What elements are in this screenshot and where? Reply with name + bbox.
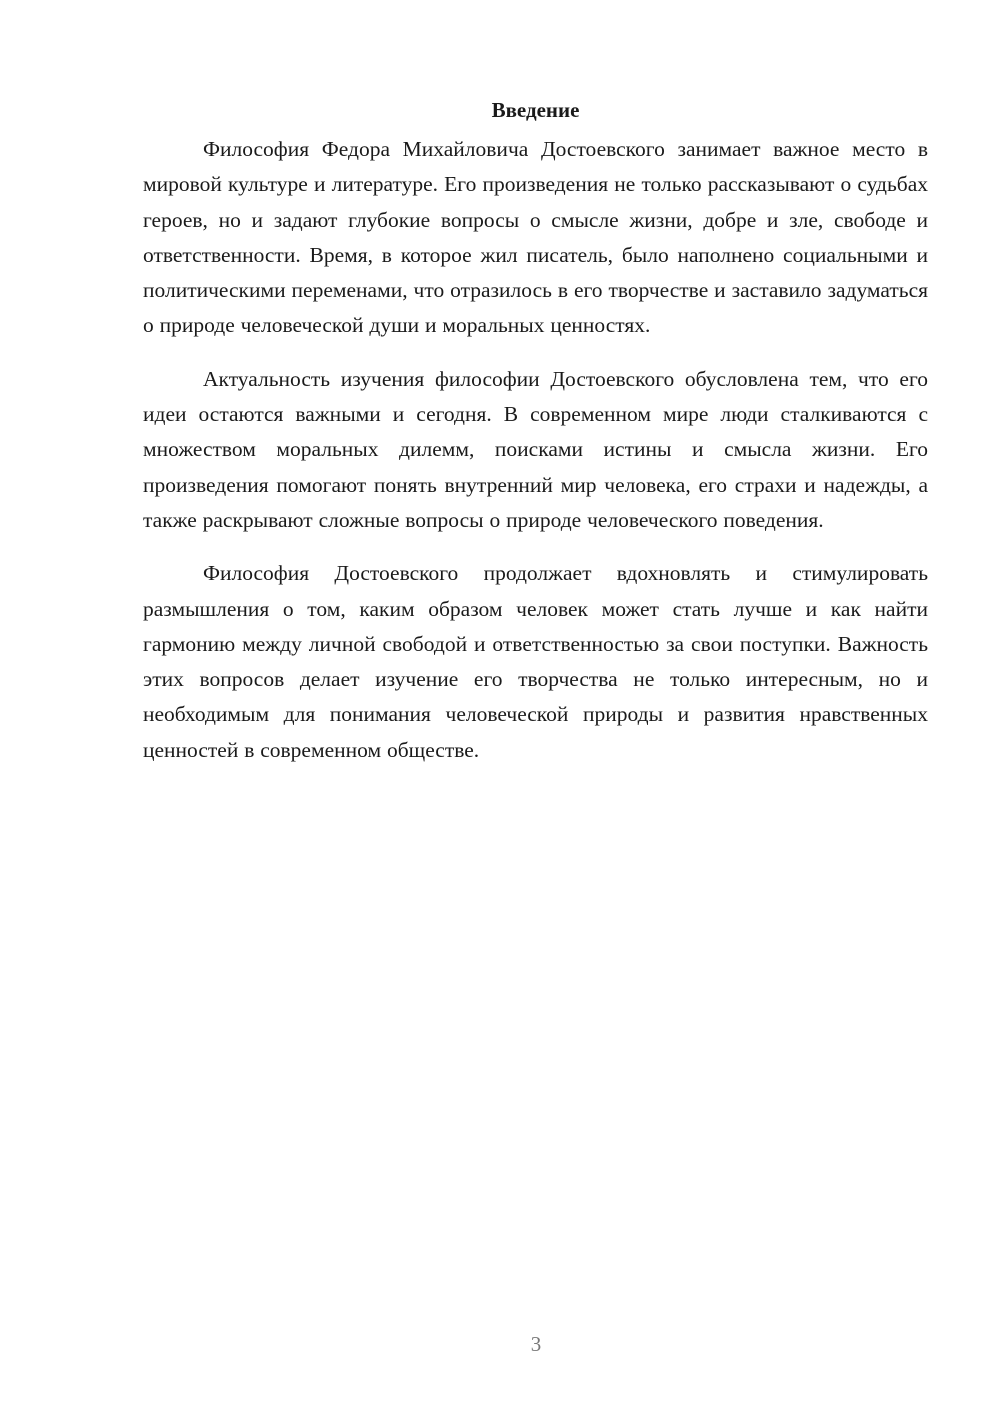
page-number: 3 — [530, 1332, 542, 1356]
section-heading: Введение — [491, 98, 580, 122]
page-content — [143, 92, 928, 786]
paragraph-1: Философия Федора Михайловича Достоевского занимает важное место в мировой культуре и литературе. Его произведения не только рассказывают о судьбах героев, но и задают глубокие вопросы о смысле жизни, добре и зле, свободе и ответственности. Время, в которое жил писатель, было наполнено социальными и политическими переменами, что отразилось в его творчестве и заставило задуматься о природе человеческой души и моральных ценностях. — [143, 137, 928, 338]
paragraph-3: Философия Достоевского продолжает вдохновлять и стимулировать размышления о том, каким образом человек может стать лучше и как найти гармонию между личной свободой и ответственностью за свои поступки. Важность этих вопросов делает изучение его творчества не только интересным, но и необходимым для понимания человеческой природы и развития нравственных ценностей в современном обществе. — [143, 561, 928, 762]
paragraph-2: Актуальность изучения философии Достоевского обусловлена тем, что его идеи остаются важными и сегодня. В современном мире люди сталкиваются с множеством моральных дилемм, поисками истины и смысла жизни. Его произведения помогают понять внутренний мир человека, его страхи и надежды, а также раскрывают сложные вопросы о природе человеческого поведения. — [143, 366, 928, 532]
